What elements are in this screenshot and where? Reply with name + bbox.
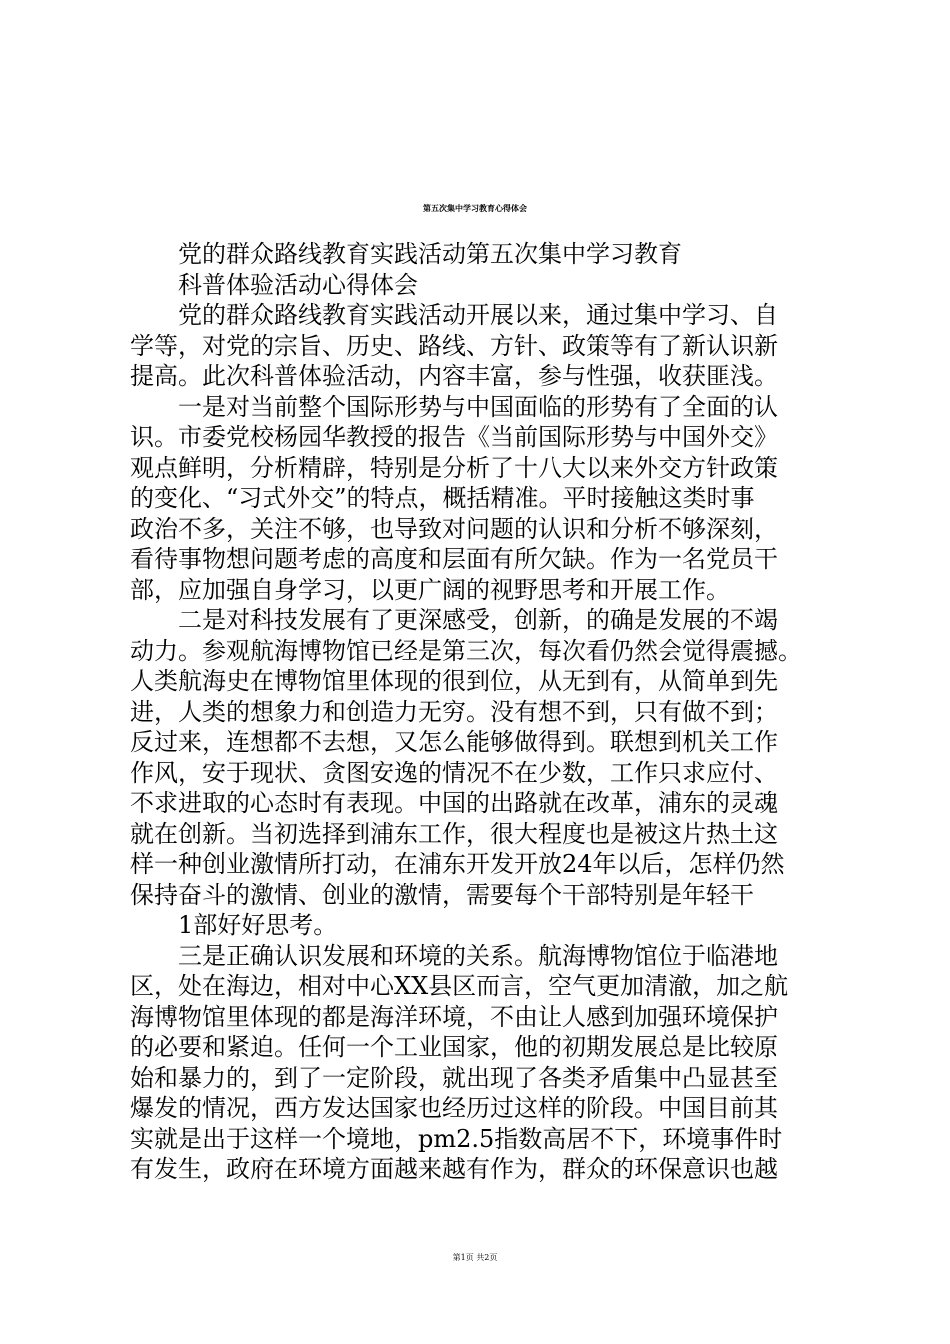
paragraph-line: 就在创新。当初选择到浦东工作，很大程度也是被这片热土这 (130, 820, 778, 848)
paragraph-line: 的必要和紧迫。任何一个工业国家，他的初期发展总是比较原 (130, 1033, 778, 1061)
subtitle-line: 科普体验活动心得体会 (178, 271, 418, 299)
subtitle-line: 党的群众路线教育实践活动第五次集中学习教育 (178, 240, 682, 268)
paragraph-line: 观点鲜明，分析精辟，特别是分析了十八大以来外交方针政策 (130, 454, 778, 482)
paragraph-line: 作风，安于现状、贪图安逸的情况不在少数，工作只求应付、 (130, 759, 778, 787)
paragraph-line: 爆发的情况，西方发达国家也经历过这样的阶段。中国目前其 (130, 1094, 778, 1122)
page-title: 第五次集中学习教育心得体会 (423, 203, 527, 213)
paragraph-line: 看待事物想问题考虑的高度和层面有所欠缺。作为一名党员干 (130, 545, 778, 573)
paragraph-line: 实就是出于这样一个境地，pm2.5指数高居不下，环境事件时 (130, 1125, 783, 1153)
paragraph-line: 部，应加强自身学习，以更广阔的视野思考和开展工作。 (130, 576, 730, 604)
paragraph-line: 的变化、“习式外交”的特点，概括精准。平时接触这类时事 (130, 484, 755, 512)
page-number-footer: 第1页 共2页 (452, 1253, 498, 1262)
paragraph-line: 保持奋斗的激情、创业的激情，需要每个干部特别是年轻干 (130, 881, 754, 909)
paragraph-line: 不求进取的心态时有表现。中国的出路就在改革，浦东的灵魂 (130, 789, 778, 817)
paragraph-line: 始和暴力的，到了一定阶段，就出现了各类矛盾集中凸显甚至 (130, 1064, 778, 1092)
paragraph-line: 二是对科技发展有了更深感受，创新，的确是发展的不竭 (178, 606, 778, 634)
paragraph-line: 人类航海史在博物馆里体现的很到位，从无到有，从简单到先 (130, 667, 778, 695)
paragraph-line: 三是正确认识发展和环境的关系。航海博物馆位于临港地 (178, 942, 778, 970)
paragraph-line: 党的群众路线教育实践活动开展以来，通过集中学习、自 (178, 301, 778, 329)
paragraph-line: 一是对当前整个国际形势与中国面临的形势有了全面的认 (178, 393, 778, 421)
paragraph-line: 反过来，连想都不去想，又怎么能够做得到。联想到机关工作 (130, 728, 778, 756)
paragraph-line: 识。市委党校杨园华教授的报告《当前国际形势与中国外交》 (130, 423, 778, 451)
paragraph-line: 动力。参观航海博物馆已经是第三次，每次看仍然会觉得震撼。 (130, 637, 802, 665)
paragraph-line: 有发生，政府在环境方面越来越有作为，群众的环保意识也越 (130, 1155, 778, 1183)
paragraph-line: 进，人类的想象力和创造力无穷。没有想不到，只有做不到； (130, 698, 778, 726)
paragraph-line: 海博物馆里体现的都是海洋环境，不由让人感到加强环境保护 (130, 1003, 778, 1031)
paragraph-line: 区，处在海边，相对中心XX县区而言，空气更加清澈，加之航 (130, 972, 789, 1000)
paragraph-line: 政治不多，关注不够，也导致对问题的认识和分析不够深刻， (130, 515, 778, 543)
paragraph-line: 学等，对党的宗旨、历史、路线、方针、政策等有了新认识新 (130, 332, 778, 360)
paragraph-line: 提高。此次科普体验活动，内容丰富，参与性强，收获匪浅。 (130, 362, 778, 390)
paragraph-line: 样一种创业激情所打动，在浦东开发开放24年以后，怎样仍然 (130, 850, 785, 878)
paragraph-line: 1部好好思考。 (178, 911, 338, 939)
